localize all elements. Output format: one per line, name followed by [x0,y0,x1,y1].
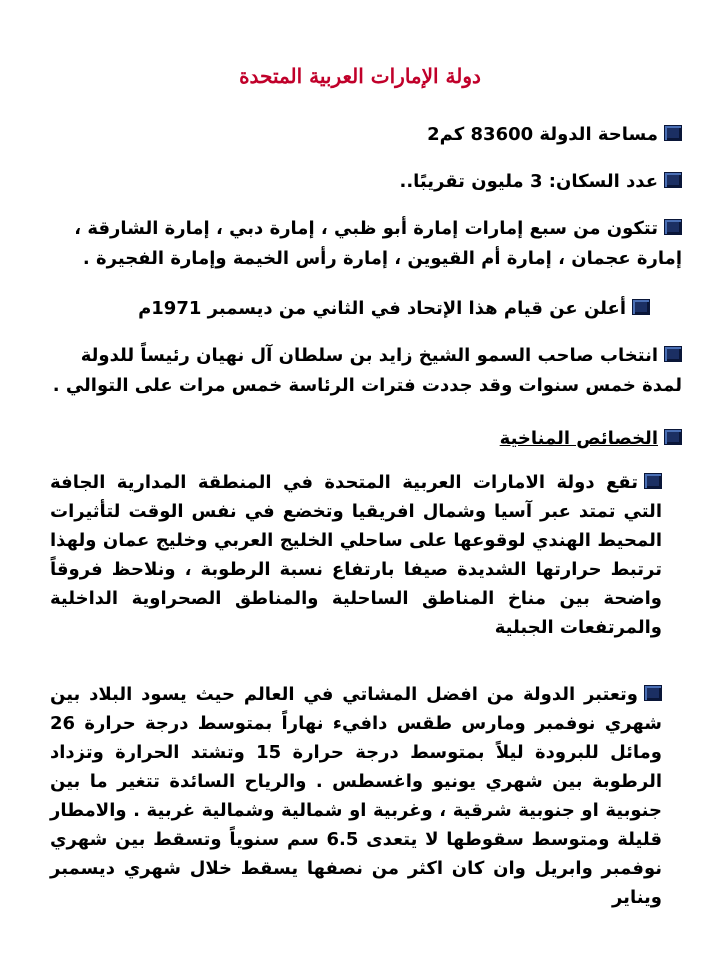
fact-text: عدد السكان: 3 مليون تقريبًا.. [399,171,658,192]
climate-paragraph-1 [50,468,662,642]
blue-square-bullet-icon [664,125,682,141]
fact-area [427,120,682,150]
fact-text: انتخاب صاحب السمو الشيخ زايد بن سلطان آل نهيان رئيساً للدولة لمدة خمس سنوات وقد جددت فترات الرئاسة خمس مرات على التوالي . [52,345,682,396]
fact-text: أعلن عن قيام هذا الإتحاد في الثاني من ديسمبر 1971م [138,298,626,319]
fact-president [38,341,682,401]
fact-union-date [138,294,650,324]
blue-square-bullet-icon [644,473,662,489]
blue-square-bullet-icon [632,299,650,315]
fact-text: مساحة الدولة 83600 كم2 [427,124,658,145]
climate-paragraph-2 [50,680,662,912]
section-heading-text: الخصائص المناخية [499,428,658,449]
blue-square-bullet-icon [664,172,682,188]
paragraph-text: تقع دولة الامارات العربية المتحدة في المنطقة المدارية الجافة التي تمتد عبر آسيا وشمال افريقيا وتخضع في نفس الوقت لتأثيرات المحيط الهندي لوقوعها على ساحلي الخليج العربي وخليج عمان ولهذا ترتبط حرارتها الشديدة صيفا بارتفاع نسبة الرطوبة ، ونلاحظ فروقاً واضحة بين مناخ المناطق الساحلية والمناطق الصحراوية الداخلية والمرتفعات الجبلية [50,472,662,638]
fact-population [399,167,682,197]
section-heading [500,424,682,454]
blue-square-bullet-icon [644,685,662,701]
blue-square-bullet-icon [664,346,682,362]
blue-square-bullet-icon [664,219,682,235]
paragraph-text: وتعتبر الدولة من افضل المشاتي في العالم حيث يسود البلاد بين شهري نوفمبر ومارس طقس دافيء نهاراً بمتوسط درجة حرارة 26 ومائل للبرودة ليلاً بمتوسط درجة حرارة 15 وتشتد الحرارة وتزداد الرطوبة بين شهري يونيو واغسطس . والرياح السائدة تتغير ما بين جنوبية او جنوبية شرقية ، وغربية او شمالية وشمالية غربية . والامطار قليلة ومتوسط سقوطها لا يتعدى 6.5 سم سنوياً وتسقط بين شهري نوفمبر وابريل وان كان اكثر من نصفها يسقط خلال شهري ديسمبر ويناير [50,684,662,908]
page-title: دولة الإمارات العربية المتحدة [239,64,481,88]
fact-emirates [38,214,682,274]
blue-square-bullet-icon [664,429,682,445]
fact-text: تتكون من سبع إمارات إمارة أبو ظبي ، إمارة دبي ، إمارة الشارقة ، إمارة عجمان ، إمارة أم القيوين ، إمارة رأس الخيمة وإمارة الفجيرة . [74,218,682,269]
